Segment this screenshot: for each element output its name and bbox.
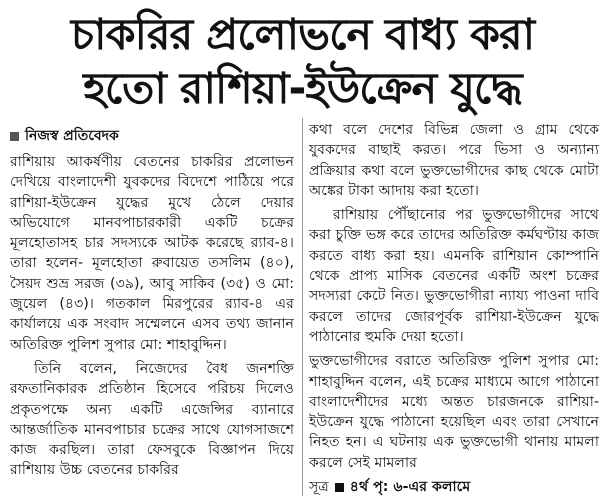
right-paragraph-1: কথা বলে দেশের বিভিন্ন জেলা ও গ্রাম থেকে যুবকদের বাছাই করত। পরে ভিসা ও অন্যান্য প্রক্রিয়ার কথা বলে ভুক্তভোগীদের কাছ থেকে মোটা অঙ্কের টাকা আদায় করা হতো। [309,122,599,199]
headline-line-1: চাকরির প্রলোভনে বাধ্য করা [70,10,535,60]
left-paragraph-2: তিনি বলেন, নিজেদের বৈধ জনশক্তি রফতানিকারক প্রতিষ্ঠান হিসেবে পরিচয় দিলেও প্রকৃতপক্ষে অন্য একটি এজেন্সির ব্যানারে আন্তর্জাতিক মানবপাচার চক্রের সাথে যোগসাজশে কাজ করছিল। তারা ফেসবুকে বিজ্ঞাপন দিয়ে রাশিয়ায় উচ্চ বেতনের চাকরির [10,360,294,479]
left-column [10,126,294,485]
byline-bullet-icon [10,132,19,141]
left-paragraph-1: রাশিয়ায় আকর্ষণীয় বেতনের চাকরির প্রলোভন দেখিয়ে বাংলাদেশী যুবকদের বিদেশে পাঠিয়ে পরে রাশিয়া-ইউক্রেন যুদ্ধের মুখে ঠেলে দেয়ার অভিযোগে মানবপাচারকারী একটি চক্রের মূলহোতাসহ চার সদস্যকে আটক করেছে র‍্যাব-৪। তারা হলেন- মূলহোতা রুবায়েত তসলিম (৪০), সৈয়দ শুভ্র সরজ (৩৯), আবু সাকিব (৩৫) ও মো: জুয়েল (৪৩)। গতকাল মিরপুরের র‍্যাব-৪ এর কার্যালয়ে এক সংবাদ সম্মেলনে এসব তথ্য জানান অতিরিক্ত পুলিশ সুপার মো: শাহাবুদ্দিন। [10,154,294,353]
right-column [309,120,599,497]
headline-line-2: হতো রাশিয়া-ইউক্রেন যুদ্ধে [83,64,522,114]
continuation-line [309,477,599,497]
byline-text: নিজস্ব প্রতিবেদক [25,127,119,144]
column-divider [302,118,303,496]
continued-on-text: ৪র্থ পৃ: ৬-এর কলামে [349,479,471,496]
right-paragraph-2: রাশিয়ায় পৌঁছানোর পর ভুক্তভোগীদের সাথে করা চুক্তি ভঙ্গ করে তাদের অতিরিক্ত কর্মঘণ্টায় কাজ করতে বাধ্য করা হয়। এমনকি রাশিয়ান কোম্পানি থেকে প্রাপ্য মাসিক বেতনের একটি অংশ চক্রের সদস্যরা কেটে নিত। ভুক্তভোগীরা ন্যায্য পাওনা দাবি করলে তাদের জোরপূর্বক রাশিয়া-ইউক্রেন যুদ্ধে পাঠানোর হুমকি দেয়া হতো। [309,207,599,345]
sutra-label: সূত্র [309,479,329,496]
right-paragraph-3: ভুক্তভোগীদের বরাতে অতিরিক্ত পুলিশ সুপার মো: শাহাবুদ্দিন বলেন, এই চক্রের মাধ্যমে আগে পাঠানো বাংলাদেশীদের মধ্যে অন্তত চারজনকে রাশিয়া-ইউক্রেন যুদ্ধে পাঠানো হয়েছিল এবং তারা সেখানে নিহত হন। এ ঘটনায় এক ভুক্তভোগী থানায় মামলা করলে সেই মামলার [309,353,599,471]
continuation-marker-icon [335,483,344,492]
byline [10,126,294,146]
headline [0,8,605,116]
